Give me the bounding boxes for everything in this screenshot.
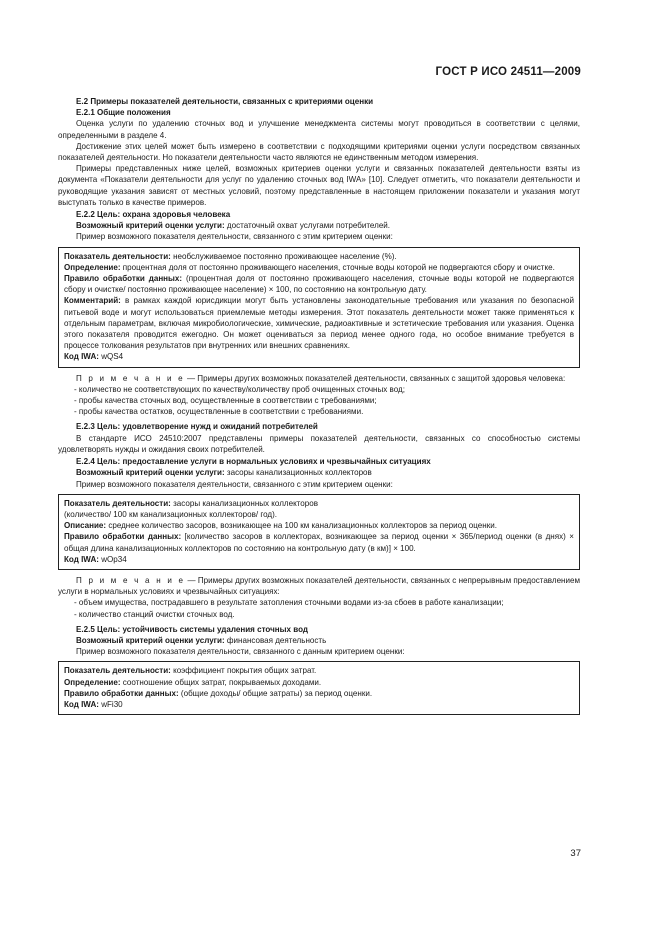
definition-label: Определение: <box>64 262 121 272</box>
example-intro: Пример возможного показателя деятельности, связанного с этим критерием оценки: <box>76 232 393 242</box>
code-text: wFi30 <box>98 699 123 709</box>
comment-text: в рамках каждой юрисдикции могут быть установлены законодательные требования или указания по безопасной питьевой воде и могут использоваться приемлемые методы измерения. Этот показатель деятельности может также применяться к отдельным параметрам, включая микробиологические, химические, радиоактивные и эстетические требования или указания. Оценка этого показателя проводится ежегодно. Он может оцениваться за период менее одного года, но особое внимание требуется в процессе толкования результатов при внутренних или внешних сравнениях. <box>64 296 574 351</box>
rule-label: Правило обработки данных: <box>64 532 182 542</box>
list-item: - объем имущества, пострадавшего в результате затопления сточными водами из-за сбоев в работе канализации; <box>74 598 504 608</box>
description-line <box>64 520 574 531</box>
page-number: 37 <box>570 848 581 859</box>
rule-line <box>64 688 574 699</box>
comment-line <box>64 295 574 351</box>
criterion-text: достаточный охват услугами потребителей. <box>224 221 391 231</box>
subsection-heading: Е.2.1 Общие положения <box>76 108 171 118</box>
code-line <box>64 351 574 362</box>
note-label: П р и м е ч а н и е <box>76 373 185 383</box>
criterion-line <box>58 467 580 478</box>
indicator-box <box>58 247 580 368</box>
indicator-label: Показатель деятельности: <box>64 498 171 508</box>
criterion-label: Возможный критерий оценки услуги: <box>76 221 225 231</box>
rule-line <box>64 273 574 295</box>
list-item: - количество станций очистки сточных вод. <box>74 609 235 619</box>
note <box>58 373 580 384</box>
paragraph: Примеры представленных ниже целей, возможных критериев оценки услуги и связанных показателей деятельности взяты из документа «Показатели деятельности для услуг по удалению сточных вод IWA» [10]. Следует отметить, что показатели деятельности и руководящие указания зависят от местных условий, поэтому представленные в настоящем приложении показатели и указания могут выступать только в качестве примеров. <box>58 164 580 207</box>
rule-label: Правило обработки данных: <box>64 688 179 698</box>
indicator-line-2: (количество/ 100 км канализационных коллекторов/ год). <box>64 509 278 519</box>
definition-label: Определение: <box>64 677 121 687</box>
indicator-line <box>64 251 574 262</box>
example-intro: Пример возможного показателя деятельности, связанного с этим критерием оценки: <box>76 479 393 489</box>
rule-label: Правило обработки данных: <box>64 274 183 284</box>
paragraph: Оценка услуги по удалению сточных вод и улучшение менеджмента системы могут проводиться в соответствии с целями, определенными в разделе 4. <box>58 119 580 140</box>
paragraph: Достижение этих целей может быть измерено в соответствии с подходящими критериями оценки услуги посредством связанных показателей деятельности. Но показатели деятельности часто являются не единственным методом измерения. <box>58 141 580 163</box>
document-body <box>58 96 580 720</box>
criterion-line <box>58 220 580 231</box>
code-label: Код IWA: <box>64 699 99 709</box>
indicator-text: засоры канализационных коллекторов <box>170 498 318 508</box>
code-line <box>64 554 574 565</box>
list-item: - пробы качества сточных вод, осуществленные в соответствии с требованиями; <box>74 396 377 406</box>
description-label: Описание: <box>64 521 107 531</box>
list-item: - пробы качества остатков, осуществленные в соответствии с требованиями. <box>74 407 364 417</box>
code-line <box>64 699 574 710</box>
code-label: Код IWA: <box>64 352 99 362</box>
code-text: wOp34 <box>98 554 127 564</box>
code-label: Код IWA: <box>64 554 99 564</box>
subsection-heading: Е.2.2 Цель: охрана здоровья человека <box>76 210 231 220</box>
note-label: П р и м е ч а н и е <box>76 575 186 585</box>
note-text: — Примеры других возможных показателей деятельности, связанных с непрерывным предоставлением услуги в нормальных условиях и чрезвычайных ситуациях: <box>58 575 581 597</box>
list-item: - количество не соответствующих по качеству/количеству проб очищенных сточных вод; <box>74 384 405 394</box>
subsection-heading: Е.2.3 Цель: удовлетворение нужд и ожиданий потребителей <box>76 422 318 432</box>
note <box>58 575 580 597</box>
criterion-label: Возможный критерий оценки услуги: <box>76 635 225 645</box>
rule-text: (общие доходы/ общие затраты) за период оценки. <box>178 688 373 698</box>
indicator-line <box>64 498 574 509</box>
section-heading: Е.2 Примеры показателей деятельности, связанных с критериями оценки <box>76 97 374 106</box>
description-text: среднее количество засоров, возникающее на 100 км канализационных коллекторов за период оценки. <box>106 521 497 531</box>
subsection-heading: Е.2.4 Цель: предоставление услуги в нормальных условиях и чрезвычайных ситуациях <box>76 457 431 467</box>
indicator-box <box>58 494 580 570</box>
note-text: — Примеры других возможных показателей деятельности, связанных с защитой здоровья человека: <box>184 373 566 383</box>
indicator-box <box>58 661 580 715</box>
code-text: wQS4 <box>98 352 124 362</box>
indicator-line <box>64 665 574 676</box>
paragraph: В стандарте ИСО 24510:2007 представлены примеры показателей деятельности, связанных со способностью системы удовлетворять нужды и ожидания своих потребителей. <box>58 433 580 454</box>
rule-text: (процентная доля от постоянно проживающего населения, сточные воды которой не подвергаются сбору и очистке/ постоянно проживающее население) × 100, по состоянию на контрольную дату. <box>64 274 574 295</box>
criterion-label: Возможный критерий оценки услуги: <box>76 468 225 478</box>
definition-text: процентная доля от постоянно проживающего населения, сточные воды которой не подвергаются сбору и очистке. <box>120 262 555 272</box>
indicator-label: Показатель деятельности: <box>64 251 171 261</box>
definition-line <box>64 262 574 273</box>
criterion-line <box>58 635 580 646</box>
indicator-text: коэффициент покрытия общих затрат. <box>170 666 317 676</box>
example-intro: Пример возможного показателя деятельности, связанного с данным критерием оценки: <box>76 647 405 657</box>
indicator-label: Показатель деятельности: <box>64 666 171 676</box>
rule-line <box>64 531 574 553</box>
definition-line <box>64 677 574 688</box>
page-header: ГОСТ Р ИСО 24511—2009 <box>435 66 581 78</box>
comment-label: Комментарий: <box>64 296 121 306</box>
definition-text: соотношение общих затрат, покрываемых доходами. <box>120 677 322 687</box>
criterion-text: засоры канализационных коллекторов <box>224 468 372 478</box>
indicator-text: необслуживаемое постоянно проживающее население (%). <box>170 251 397 261</box>
rule-text: [количество засоров в коллекторах, возникающее за период оценки × 365/период оценки (в днях) × общая длина канализационных коллекторов по состоянию на контрольную дату (в км)] × 100. <box>64 532 574 553</box>
subsection-heading: Е.2.5 Цель: устойчивость системы удаления сточных вод <box>76 624 309 634</box>
criterion-text: финансовая деятельность <box>224 635 327 645</box>
